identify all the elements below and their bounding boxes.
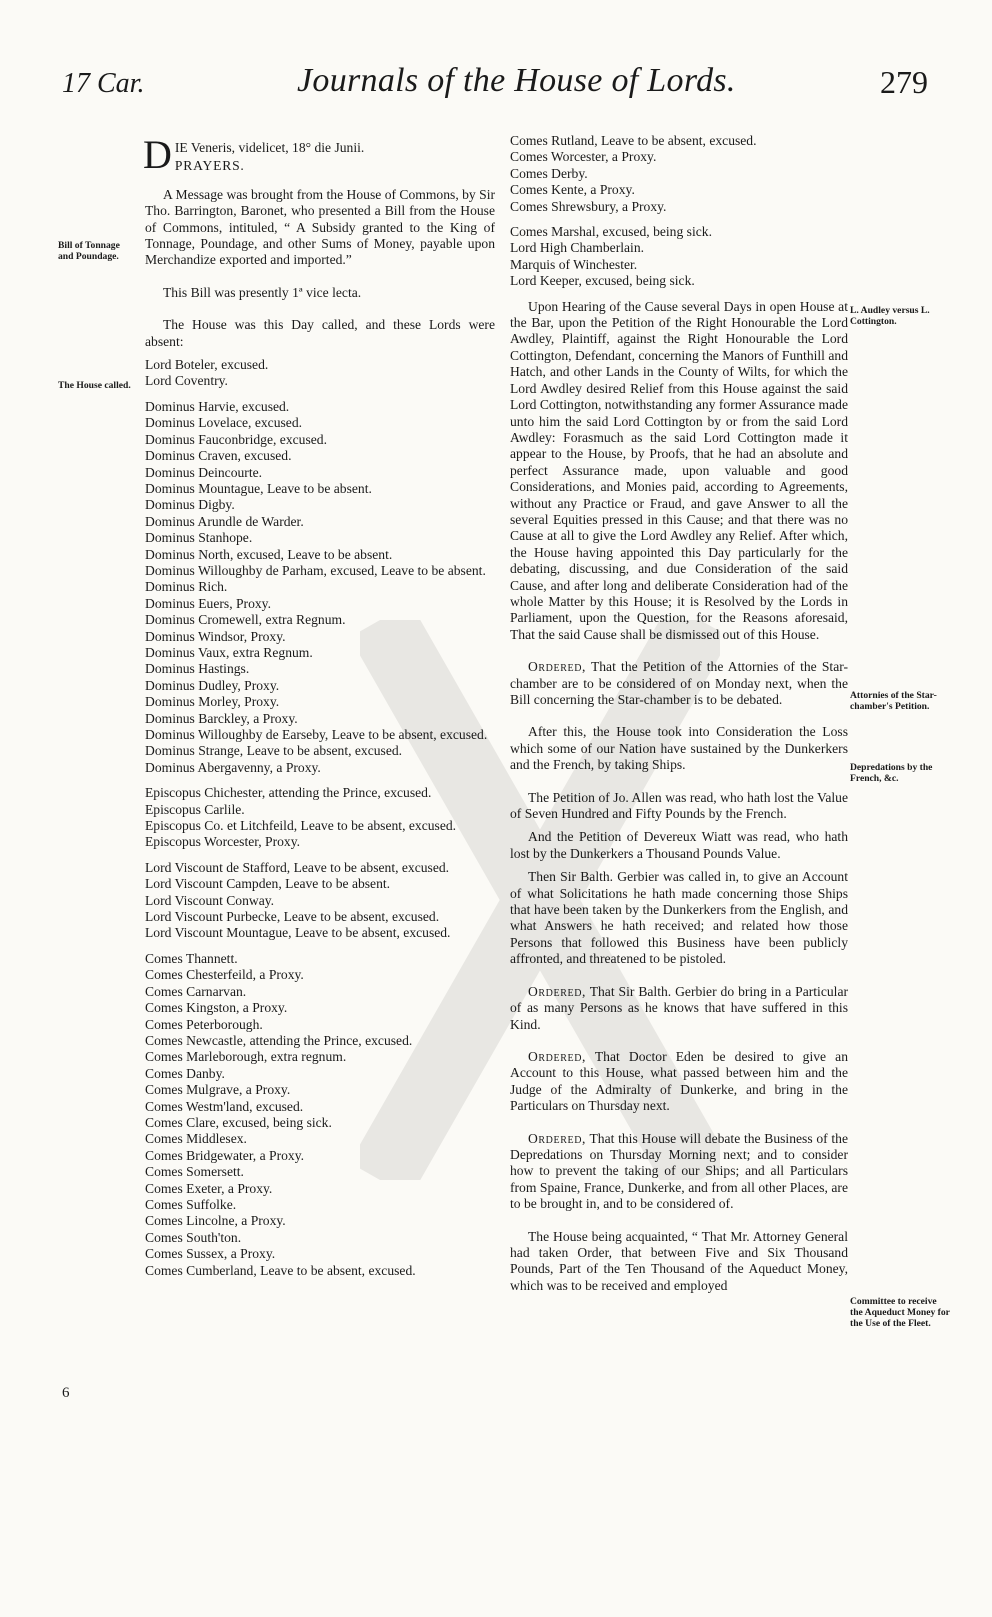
list-item: Dominus Stanhope. — [145, 530, 253, 546]
debate-order-text: That this House will debate the Business of the Depredations on Thursday Morning next; and to consider how to prevent the taking of our Ships; and all Particulars from Spaine, France, Dunkerke, and from all other Places, are to be brought in, and to be considered of. — [510, 1130, 848, 1212]
margin-note-called: The House called. — [58, 380, 131, 391]
gerbier-order — [510, 984, 848, 1033]
list-item: Lord Viscount de Stafford, Leave to be absent, excused. — [145, 859, 450, 875]
list-item: Dominus Mountague, Leave to be absent. — [145, 480, 372, 496]
list-item: Episcopus Carlile. — [145, 801, 245, 817]
house-called: The House was this Day called, and these Lords were absent: — [145, 317, 495, 349]
list-item: Comes Chesterfeild, a Proxy. — [145, 967, 304, 983]
episcopi-list — [145, 785, 495, 851]
list-item: Lord Viscount Conway. — [145, 892, 275, 908]
list-item: Comes Cumberland, Leave to be absent, excused. — [145, 1262, 416, 1278]
list-item: Comes Peterborough. — [145, 1016, 263, 1032]
running-title: Journals of the House of Lords. — [297, 62, 736, 99]
list-item: Comes Kente, a Proxy. — [510, 182, 635, 198]
list-item: Comes Middlesex. — [145, 1131, 247, 1147]
lords-list — [145, 357, 495, 390]
list-item: Comes Kingston, a Proxy. — [145, 1000, 288, 1016]
list-item: Lord Viscount Campden, Leave to be absent. — [145, 876, 391, 892]
list-item: Dominus Digby. — [145, 497, 235, 513]
list-item: Comes Danby. — [145, 1065, 225, 1081]
list-item: Comes Westm'land, excused. — [145, 1098, 304, 1114]
list-item: Dominus Euers, Proxy. — [145, 595, 271, 611]
date-text: IE Veneris, videlicet, 18° die Junii. — [174, 140, 365, 155]
comites-list — [145, 951, 495, 1279]
left-column — [143, 132, 495, 1279]
list-item: Comes Newcastle, attending the Prince, excused. — [145, 1032, 413, 1048]
drop-cap: D — [143, 132, 172, 177]
regnal-year: 17 Car. — [62, 68, 145, 99]
margin-note-depredations: Depredations by the French, &c. — [850, 762, 933, 784]
list-item: Comes South'ton. — [145, 1229, 242, 1245]
list-item: Dominus Vaux, extra Regnum. — [145, 644, 313, 660]
list-item: Comes Mulgrave, a Proxy. — [145, 1082, 291, 1098]
list-item: Comes Carnarvan. — [145, 983, 247, 999]
list-item: Dominus Willoughby de Earseby, Leave to be absent, excused. — [145, 727, 488, 742]
signature-mark: 6 — [62, 1385, 70, 1401]
list-item: Comes Rutland, Leave to be absent, excused. — [510, 133, 757, 148]
list-item: Comes Lincolne, a Proxy. — [145, 1213, 286, 1229]
list-item: Dominus Windsor, Proxy. — [145, 628, 286, 644]
list-item: Lord Viscount Mountague, Leave to be absent, excused. — [145, 925, 451, 941]
list-item: Dominus Deincourte. — [145, 464, 263, 480]
list-item: Lord Coventry. — [145, 373, 228, 389]
list-item: Dominus Harvie, excused. — [145, 398, 290, 414]
ordered-label: Ordered, — [528, 659, 587, 675]
list-item: Dominus Abergavenny, a Proxy. — [145, 759, 321, 775]
list-item: Dominus Willoughby de Parham, excused, Leave to be absent. — [145, 562, 486, 578]
list-item: Episcopus Worcester, Proxy. — [145, 834, 301, 850]
ordered-label: Ordered, — [528, 983, 587, 999]
list-item: Dominus Cromewell, extra Regnum. — [145, 612, 346, 628]
domini-list — [145, 399, 495, 776]
list-item: Dominus Fauconbridge, excused. — [145, 431, 327, 447]
list-item: Comes Exeter, a Proxy. — [145, 1180, 273, 1196]
page-number: 279 — [880, 64, 928, 100]
list-item: Lord Boteler, excused. — [145, 357, 269, 373]
allen-petition: The Petition of Jo. Allen was read, who hath lost the Value of Seven Hundred and Fifty Pounds by the French. — [510, 789, 848, 822]
officers-list — [510, 224, 848, 290]
depredations-paragraph: After this, the House took into Consideration the Loss which some of our Nation have sustained by the Dunkerkers and the French, by taking Ships. — [510, 724, 848, 773]
gerbier-order-text: That Sir Balth. Gerbier do bring in a Particular of as many Persons as he knows that have suffered in this Kind. — [510, 983, 848, 1032]
list-item: Dominus Barckley, a Proxy. — [145, 710, 298, 726]
list-item: Lord High Chamberlain. — [510, 240, 645, 256]
list-item: Lord Keeper, excused, being sick. — [510, 273, 695, 289]
wiatt-petition: And the Petition of Devereux Wiatt was read, who hath lost by the Dunkerkers a Thousand Pounds Value. — [510, 829, 848, 861]
list-item: Comes Thannett. — [145, 950, 238, 966]
page-header — [0, 62, 992, 112]
list-item: Episcopus Co. et Litchfeild, Leave to be absent, excused. — [145, 818, 457, 834]
margin-note-committee: Committee to receive the Aqueduct Money for the Use of the Fleet. — [850, 1296, 950, 1329]
list-item: Dominus Craven, excused. — [145, 448, 292, 464]
viscounts-list — [145, 860, 495, 942]
list-item: Comes Sussex, a Proxy. — [145, 1246, 276, 1262]
list-item: Dominus Dudley, Proxy. — [145, 677, 280, 693]
comites-continued-list — [510, 133, 848, 215]
bill-read: This Bill was presently 1ª vice lecta. — [163, 284, 362, 300]
list-item: Dominus Morley, Proxy. — [145, 694, 280, 710]
list-item: Dominus Strange, Leave to be absent, excused. — [145, 743, 403, 759]
debate-order — [510, 1131, 848, 1213]
prayers-heading: PRAYERS. — [174, 158, 245, 174]
list-item: Dominus Lovelace, excused. — [145, 415, 303, 431]
list-item: Dominus North, excused, Leave to be absent. — [145, 546, 393, 562]
list-item: Dominus Hastings. — [145, 661, 250, 677]
gerbier-paragraph: Then Sir Balth. Gerbier was called in, to give an Account of what Solicitations he hath made concerning those Ships that have been taken by the Dunkerkers from the English, and what Answers he hath received; and related how those Persons that followed this Business have been publicly affronted, and threatened to be pistoled. — [510, 869, 848, 967]
list-item: Dominus Arundle de Warder. — [145, 513, 304, 529]
list-item: Comes Suffolke. — [145, 1196, 237, 1212]
list-item: Comes Marshal, excused, being sick. — [510, 224, 712, 240]
aqueduct-paragraph: The House being acquainted, “ That Mr. Attorney General had taken Order, that between Five and Six Thousand Pounds, Part of the Ten Thousand of the Aqueduct Money, which was to be received and employed — [510, 1228, 848, 1293]
margin-note-bill: Bill of Tonnage and Poundage. — [58, 240, 120, 262]
list-item: Comes Bridgewater, a Proxy. — [145, 1147, 305, 1163]
margin-note-attornies: Attornies of the Star-chamber's Petition. — [850, 690, 937, 712]
commons-message: A Message was brought from the House of Commons, by Sir Tho. Barrington, Baronet, who presented a Bill from the House of Commons, intituled, “ A Subsidy granted to the King of Tonnage, Poundage, and other Sums of Money, payable upon Merchandize exported and imported.” — [145, 186, 495, 268]
list-item: Lord Viscount Purbecke, Leave to be absent, excused. — [145, 909, 440, 925]
eden-order — [510, 1049, 848, 1115]
list-item: Comes Somersett. — [145, 1164, 244, 1180]
list-item: Dominus Rich. — [145, 579, 228, 595]
right-column — [510, 133, 848, 1301]
ordered-label: Ordered, — [528, 1130, 587, 1146]
list-item: Comes Marleborough, extra regnum. — [145, 1049, 347, 1065]
list-item: Comes Worcester, a Proxy. — [510, 149, 657, 165]
list-item: Comes Derby. — [510, 165, 588, 181]
attornies-text: That the Petition of the Attornies of the Star-chamber are to be considered of on Monday next, when the Bill concerning the Star-chamber is to be debated. — [510, 659, 849, 707]
attornies-order — [510, 659, 848, 708]
list-item: Marquis of Winchester. — [510, 256, 638, 272]
list-item: Comes Clare, excused, being sick. — [145, 1114, 332, 1130]
ordered-label: Ordered, — [528, 1048, 587, 1064]
list-item: Episcopus Chichester, attending the Prince, excused. — [145, 785, 432, 801]
eden-order-text: That Doctor Eden be desired to give an Account to this House, what passed between him and the Judge of the Admiralty of Dunkerke, and bring in the Particulars on Thursday next. — [510, 1048, 849, 1114]
margin-note-audley: L. Audley versus L. Cottington. — [850, 305, 930, 327]
list-item: Comes Shrewsbury, a Proxy. — [510, 198, 667, 214]
audley-cottington-paragraph: Upon Hearing of the Cause several Days in open House at the Bar, upon the Petition of the Right Honourable the Lord Awdley, Plaintiff, against the Right Honourable the Lord Cottington, Defendant, concerning the Manors of Funthill and Hatch, and other Lands in the County of Wilts, for which the Lord Awdley desired Relief from this House against the said Lord Cottington, notwithstanding any former Assurance made unto him the said Lord Cottington by or from the said Lord Awdley: Forasmuch as the said Lord Cottington made it appear to the House, by Proofs, that he had an absolute and perfect Assurance made, upon valuable and good Considerations, and Monies paid, according to Agreements, without any Practice or Fraud, and gave Answer to all the several Equities pressed in this Cause; and that there was no Cause at all to give the Lord Awdley any Relief. After which, the House having appointed this Day particularly for the debating, discussing, and due Consideration of the said Cause, and after long and deliberate Consideration had of the whole Matter by this House; it is Resolved by the Lords in Parliament, upon the Question, for the Reasons aforesaid, That the said Cause shall be dismissed out of this House. — [510, 298, 848, 642]
